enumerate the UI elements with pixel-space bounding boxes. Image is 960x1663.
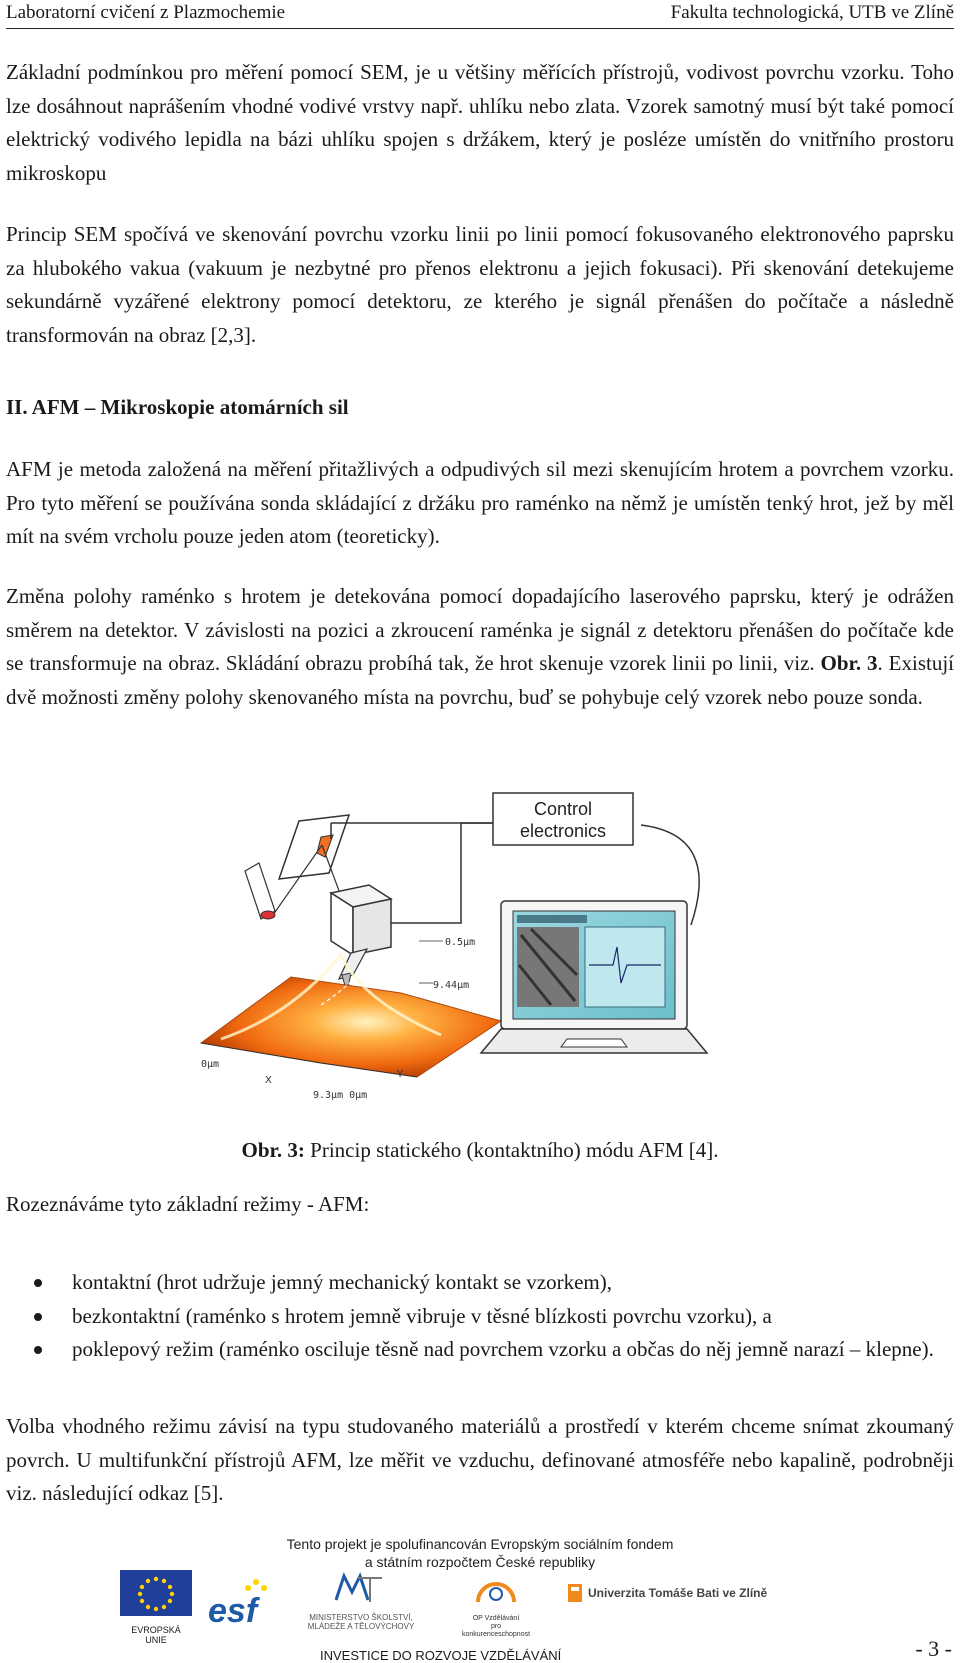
footer-funding-text xyxy=(0,1535,960,1571)
photodetector-plate xyxy=(279,815,349,879)
msmt-logo xyxy=(296,1570,426,1631)
control-label-line1: Control xyxy=(533,799,593,819)
esf-star-icon xyxy=(206,1572,276,1628)
list-item-text: kontaktní (hrot udržuje jemný mechanický kontakt se vzorkem), xyxy=(72,1270,613,1294)
control-electronics-box xyxy=(493,793,633,845)
footer-line-1: Tento projekt je spolufinancován Evropským sociálním fondem xyxy=(286,1536,674,1552)
footer-line-2: a státním rozpočtem České republiky xyxy=(364,1554,596,1570)
header-course-title: Laboratorní cvičení z Plazmochemie xyxy=(6,2,286,23)
p4-text-b: . Existují dvě možnosti změny polohy skenovaného místa na povrchu, buď se pohybuje celý vzorek nebo pouze sonda. xyxy=(6,651,954,709)
axis-label-y: Y xyxy=(397,1069,404,1080)
paragraph-sem-conditions: Základní podmínkou pro měření pomocí SEM, je u většiny měřících přístrojů, vodivost povrchu vzorku. Toho lze dosáhnout naprášením vhodné vodivé vrstvy např. uhlíku nebo zlata. Vzorek samotný musí být také pomocí elektrický vodivého lepidla na bázi uhlíku spojen s držákem, který je posléze umístěn do vnitřního prostoru mikroskopu xyxy=(6,60,954,185)
control-label-line2: electronics xyxy=(519,821,607,841)
eu-logo xyxy=(120,1570,192,1645)
axis-label-0um-left: 0μm xyxy=(201,1059,220,1070)
list-item xyxy=(6,1333,954,1367)
utb-emblem-icon xyxy=(568,1584,582,1602)
bullet-dot-icon xyxy=(34,1313,42,1321)
axis-label-x: X xyxy=(265,1075,272,1086)
paragraph-sem-principle: Princip SEM spočívá ve skenování povrchu vzorku linii po linii pomocí fokusovaného elektronového paprsku za hlubokého vakua (vakuum je nezbytné pro přenos elektronu a jejich fokusaci). Při skenování detekujeme sekundárně vyzářené elektrony pomocí detektoru, ze kterého je signál přenášen do počítače a následně transformován na obraz [2,3]. xyxy=(6,222,954,347)
laptop xyxy=(481,901,707,1053)
bullet-dot-icon xyxy=(34,1346,42,1354)
esf-label: esf xyxy=(208,1592,258,1630)
msmt-emblem-icon xyxy=(296,1570,426,1608)
list-item-text: bezkontaktní (raménko s hrotem jemně vibruje v těsné blízkosti povrchu vzorku), a xyxy=(72,1303,772,1328)
caption-label: Obr. 3: xyxy=(241,1138,305,1162)
header-faculty: Fakulta technologická, UTB ve Zlíně xyxy=(670,2,954,23)
msmt-label-line1: MINISTERSTVO ŠKOLSTVÍ, xyxy=(309,1613,413,1622)
paragraph-afm-detection xyxy=(6,580,954,714)
eu-label: EVROPSKÁ UNIE xyxy=(131,1625,181,1645)
figure-reference-link[interactable]: Obr. 3 xyxy=(820,651,878,675)
list-item xyxy=(6,1266,954,1300)
modes-list xyxy=(6,1266,954,1367)
footer-logos xyxy=(120,1570,840,1645)
msmt-label-line2: MLÁDEŽE A TĚLOVÝCHOVY xyxy=(307,1622,415,1631)
caption-text: Princip statického (kontaktního) módu AFM [4]. xyxy=(304,1138,719,1162)
section-heading-afm: II. AFM – Mikroskopie atomárních sil xyxy=(6,395,349,419)
list-item xyxy=(6,1300,954,1334)
figure-caption xyxy=(6,1138,954,1163)
paragraph-afm-intro: AFM je metoda založená na měření přitažlivých a odpudivých sil mezi skenujícím hrotem a povrchem vzorku. Pro tyto měření se používána sonda skládající z držáku pro raménko na němž je umístěn tenký hrot, jež by měl mít na svém vrcholu pouze jeden atom (teoreticky). xyxy=(6,457,954,548)
probe-holder-cube xyxy=(331,885,391,955)
utb-logo xyxy=(568,1584,798,1602)
op-arc-icon xyxy=(456,1570,536,1610)
p4-text-a: Změna polohy raménko s hrotem je detekována pomocí dopadajícího laserového paprsku, který je odrážen směrem na detektor. V závislosti na pozici a zkroucení raménka je signál z detektoru přenášen do počítače kde se transformuje na obraz. Skládání obrazu probíhá tak, že hrot skenuje vzorek linii po linii, viz. xyxy=(6,584,954,675)
op-logo xyxy=(456,1570,536,1639)
cable-cube-to-control xyxy=(391,823,493,923)
op-label-line2: pro konkurenceschopnost xyxy=(461,1623,531,1638)
page-number: - 3 - xyxy=(915,1636,952,1661)
paragraph-modes-intro: Rozeznáváme tyto základní režimy - AFM: xyxy=(6,1192,370,1216)
paragraph-mode-choice: Volba vhodného režimu závisí na typu studovaného materiálů a prostředí v kterém chceme snímat zkoumaný povrch. U multifunkční přístrojů AFM, lze měřit ve vzduchu, definované atmosféře nebo kapalině, podrobněji viz. následující odkaz [5]. xyxy=(6,1414,954,1505)
list-item-text: poklepový režim (raménko osciluje těsně nad povrchem vzorku a občas do něj jemně narazí – klepne). xyxy=(72,1337,934,1361)
laser-source xyxy=(245,863,275,919)
axis-label-05um: 0.5μm xyxy=(445,937,476,948)
op-label-line1: OP Vzdělávání xyxy=(472,1615,520,1622)
eu-flag-icon xyxy=(120,1570,192,1622)
esf-logo xyxy=(206,1572,276,1628)
utb-label: Univerzita Tomáše Bati ve Zlíně xyxy=(588,1586,768,1600)
afm-figure xyxy=(201,799,761,1120)
axis-label-944um: 9.44μm xyxy=(433,980,470,991)
bullet-dot-icon xyxy=(34,1279,42,1287)
page-header xyxy=(6,0,954,29)
sample-surface xyxy=(201,955,501,1077)
investice-label: INVESTICE DO ROZVOJE VZDĚLÁVÁNÍ xyxy=(320,1648,562,1663)
axis-label-bottom: 9.3μm 0μm xyxy=(313,1090,368,1101)
afm-schematic xyxy=(201,799,761,1120)
